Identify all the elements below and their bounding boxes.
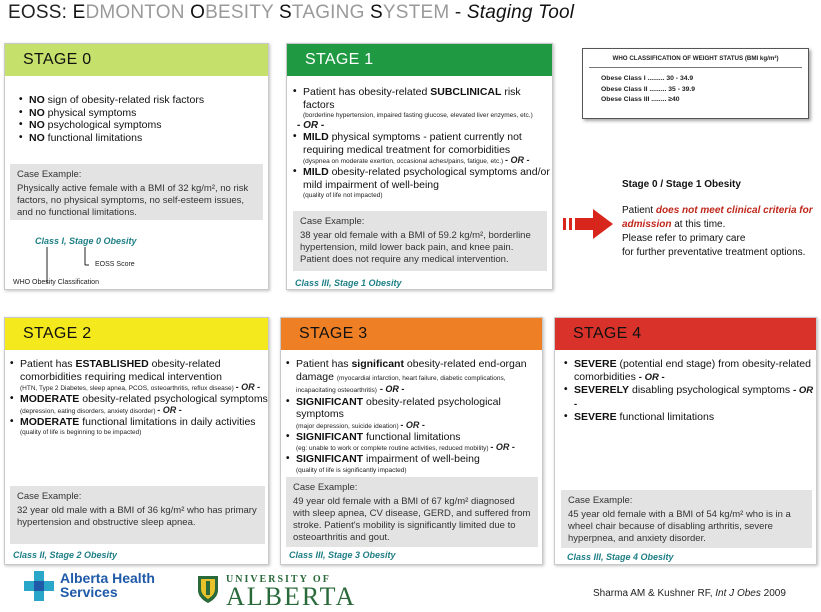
stage-4-card (554, 317, 817, 565)
stage-3-card (280, 317, 543, 565)
citation: Sharma AM & Kushner RF, Int J Obes 2009 (593, 588, 786, 599)
stage-0-item: • NO physical symptoms (19, 107, 264, 120)
title-dash: - (449, 2, 467, 23)
stage-0-item: • NO sign of obesity-related risk factors (19, 94, 264, 107)
who-classification-label: WHO Obesity Classification (13, 279, 99, 286)
case-example-heading: Case Example: (293, 482, 358, 493)
stage-2-header: STAGE 2 (5, 318, 268, 350)
ua-line-2: ALBERTA (226, 582, 357, 611)
stage-1-item: • MILD obesity-related psychological symptoms and/or mild impairment of well-being (quality of life not impacted) (293, 166, 551, 200)
eoss-score-label: EOSS Score (95, 261, 135, 268)
recommendation-text: Patient does not meet clinical criteria for admission at this time. Please refer to primary care for further preventative treatment options. (622, 205, 813, 258)
who-classification-rows (601, 74, 695, 106)
title-prefix: EOSS: (8, 2, 73, 23)
stage-2-case-example (10, 486, 265, 544)
who-classification-title: WHO CLASSIFICATION OF WEIGHT STATUS (BMI kg/m²) (612, 55, 779, 62)
recommendation-title: Stage 0 / Stage 1 Obesity (622, 179, 741, 190)
case-example-text: 38 year old female with a BMI of 59.2 kg/m², borderline hypertension, mild lower back pain, and knee pain. Patient does not require any medical intervention. (300, 230, 531, 265)
case-example-text: 49 year old female with a BMI of 67 kg/m² diagnosed with sleep apnea, CV disease, GERD, and suffered from stroke. Patient's mobility is significantly limited due to osteoarthritis and gout. (293, 496, 531, 543)
or-separator: - OR - (297, 120, 325, 131)
case-example-text: 32 year old male with a BMI of 36 kg/m² who has primary hypertension and obstructive sleep apnea. (17, 505, 257, 528)
red-arrow-icon (563, 207, 615, 241)
stage-3-criteria (286, 358, 542, 475)
ahs-cross-icon (24, 571, 54, 601)
stage-3-item: • SIGNIFICANT obesity-related psychological symptoms (major depression, suicide ideation) - OR - (286, 396, 542, 431)
stage-4-case-example (561, 490, 812, 548)
stage-2-card (4, 317, 269, 565)
title-cap-s1: S (279, 2, 292, 23)
ua-line-1: UNIVERSITY OF (226, 574, 331, 585)
stage-4-item: • SEVERE (potential end stage) from obesity-related comorbidities - OR - (564, 358, 814, 384)
stage-0-1-recommendation (622, 178, 817, 260)
admission-warning: does not meet clinical criteria for admission (622, 205, 813, 230)
who-row: Obese Class III ........ ≥40 (601, 96, 680, 103)
case-example-heading: Case Example: (300, 216, 365, 227)
stage-3-header: STAGE 3 (281, 318, 542, 350)
stage-4-class-label: Class III, Stage 4 Obesity (567, 552, 674, 562)
stage-3-case-example (286, 477, 538, 547)
case-example-heading: Case Example: (17, 169, 82, 180)
stage-1-case-example (293, 211, 547, 271)
stage-0-item: • NO functional limitations (19, 132, 264, 145)
stage-3-item: • SIGNIFICANT impairment of well-being (quality of life is significantly impacted) (286, 453, 542, 475)
stage-3-item: • SIGNIFICANT functional limitations (eg: unable to work or complete routine activities, reduced mobility) - OR - (286, 431, 542, 454)
stage-0-item: • NO psychological symptoms (19, 119, 264, 132)
case-example-text: 45 year old female with a BMI of 54 kg/m² who is in a wheel chair because of disabling arthritis, severe hyperpnea, and anxiety disorder. (568, 509, 791, 544)
stage-2-item: • MODERATE obesity-related psychological symptoms (depression, eating disorders, anxiety disorder) - OR - (10, 393, 268, 416)
case-example-text: Physically active female with a BMI of 32 kg/m², no risk factors, no physical symptoms, no self-esteem issues, and no functional limitations. (17, 183, 249, 218)
stage-3-class-label: Class III, Stage 3 Obesity (289, 550, 396, 560)
title-cap-s2: S (370, 2, 383, 23)
page-title (8, 2, 574, 24)
stage-3-item: • Patient has significant obesity-related end-organ damage (myocardial infarction, heart failure, diabetic complications, incapacitating osteoarthritis) - OR - (286, 358, 542, 396)
title-rest-dmonton: DMONTON (85, 2, 191, 23)
who-divider (589, 67, 802, 68)
stage-1-item: • Patient has obesity-related SUBCLINICAL risk factors (borderline hypertension, impaired fasting glucose, elevated liver enzymes, etc.) (293, 86, 551, 120)
title-cap-o: O (190, 2, 206, 23)
ahs-line-2: Services (60, 584, 118, 600)
case-example-heading: Case Example: (568, 495, 633, 506)
stage-2-class-label: Class II, Stage 2 Obesity (13, 550, 118, 560)
stage-0-criteria (19, 94, 264, 144)
stage-4-header: STAGE 4 (555, 318, 816, 350)
ua-crest-icon (196, 574, 220, 604)
who-row: Obese Class II ......... 35 - 39.9 (601, 85, 696, 93)
title-cap-e: E (72, 2, 86, 23)
stage-2-item: • MODERATE functional limitations in daily activities (quality of life is beginning to be impacted) (10, 416, 268, 438)
university-of-alberta-logo (196, 574, 356, 609)
stage-1-header: STAGE 1 (287, 44, 552, 76)
title-rest-taging: TAGING (291, 2, 371, 23)
stage-4-item: • SEVERE functional limitations (564, 411, 814, 424)
stage-2-criteria (10, 358, 268, 437)
stage-0-case-example (10, 164, 263, 220)
stage-4-item: • SEVERELY disabling psychological symptoms - OR - (564, 384, 814, 411)
title-rest-ystem: YSTEM (382, 2, 450, 23)
ahs-line-1: Alberta Health (60, 570, 155, 586)
stage-1-card (286, 43, 553, 290)
stage-0-header: STAGE 0 (5, 44, 268, 76)
who-classification-box (582, 48, 809, 119)
stage-1-item: • MILD physical symptoms - patient currently not requiring medical treatment for comorbidities (dyspnea on moderate exertion, occasional aches/pains, fatigue, etc.) - OR - (293, 131, 551, 166)
stage-1-class-label: Class III, Stage 1 Obesity (295, 278, 402, 288)
stage-1-criteria (293, 86, 551, 200)
stage-2-item: • Patient has ESTABLISHED obesity-related comorbidities requiring medical intervention (HTN, Type 2 Diabetes, sleep apnea, PCOS, osteoarthritis, reflux disease) - OR - (10, 358, 268, 393)
footer (0, 560, 821, 612)
case-example-heading: Case Example: (17, 491, 82, 502)
title-tool: Staging Tool (466, 2, 575, 23)
alberta-health-services-logo (24, 571, 155, 601)
stage-0-card (4, 43, 269, 290)
title-rest-besity: BESITY (205, 2, 280, 23)
stage-0-class-label: Class I, Stage 0 Obesity (35, 236, 137, 246)
who-row: Obese Class I ......... 30 - 34.9 (601, 75, 694, 82)
stage-4-criteria (564, 358, 814, 424)
